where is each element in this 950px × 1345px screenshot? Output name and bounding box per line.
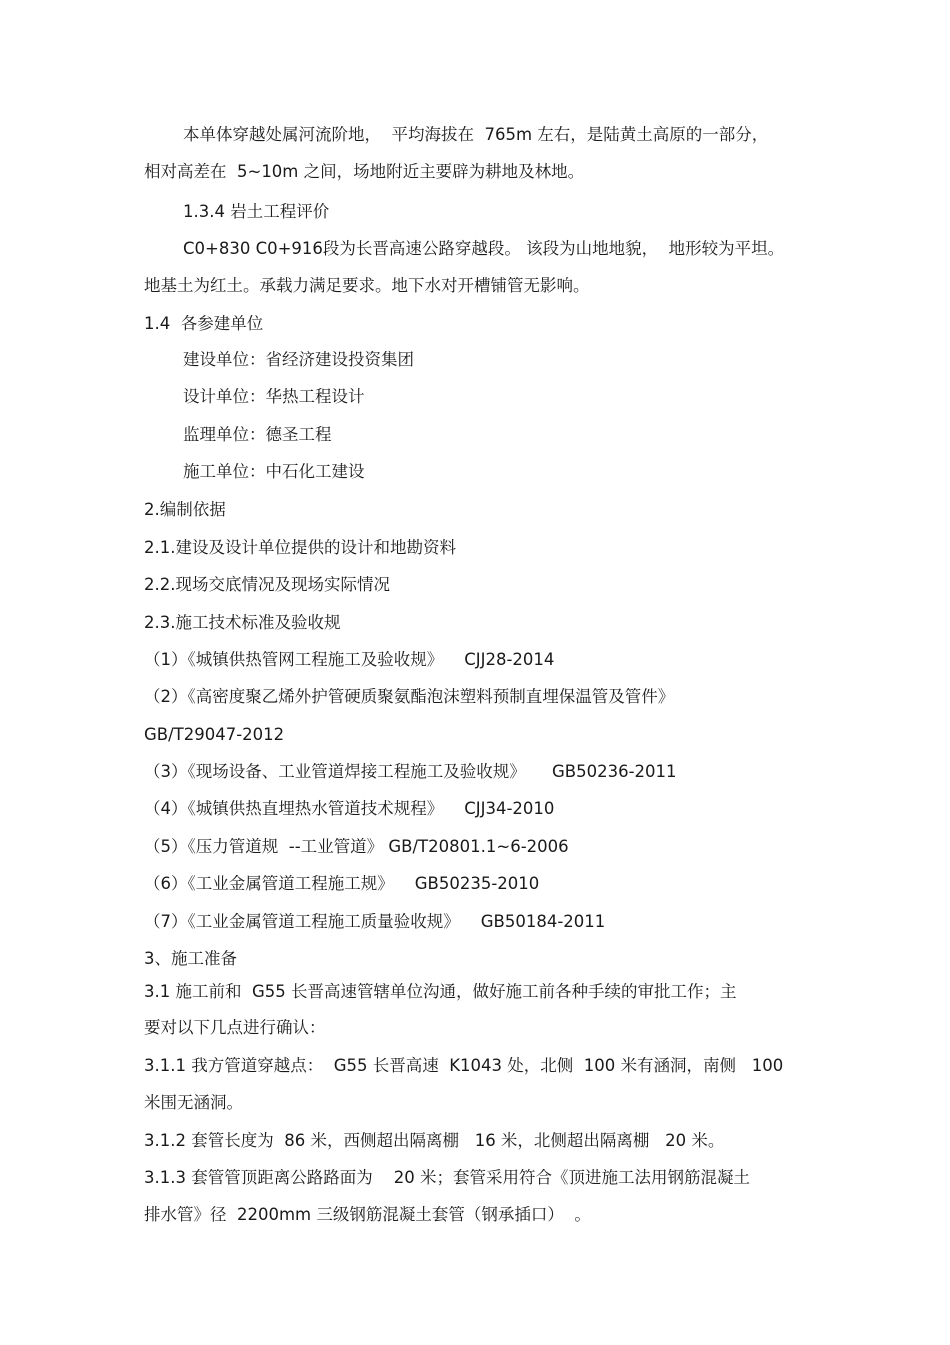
list-item: 2.3.施工技术标准及验收规 xyxy=(144,613,341,632)
paragraph-line: 排水管》径 2200mm 三级钢筋混凝土套管（钢承插口） 。 xyxy=(144,1205,591,1224)
list-item: （5）《压力管道规 --工业管道》 GB/T20801.1~6-2006 xyxy=(144,837,569,856)
list-item: 2.2.现场交底情况及现场实际情况 xyxy=(144,575,390,594)
list-item: （4）《城镇供热直埋热水管道技术规程》 CJJ34-2010 xyxy=(144,799,555,818)
list-item: GB/T29047-2012 xyxy=(144,725,285,744)
paragraph-line: 地基土为红土。承载力满足要求。地下水对开槽铺管无影响。 xyxy=(144,276,590,295)
list-item: 建设单位：省经济建设投资集团 xyxy=(183,350,414,369)
paragraph-line: 3.1 施工前和 G55 长晋高速管辖单位沟通，做好施工前各种手续的审批工作；主 xyxy=(144,982,737,1001)
paragraph-line: 相对高差在 5~10m 之间，场地附近主要辟为耕地及林地。 xyxy=(144,162,585,181)
paragraph-line: 米围无涵洞。 xyxy=(144,1093,243,1112)
paragraph-line: 本单体穿越处属河流阶地， 平均海拔在 765m 左右，是陆黄土高原的一部分， xyxy=(183,125,769,144)
list-item: （6）《工业金属管道工程施工规》 GB50235-2010 xyxy=(144,874,540,893)
paragraph-line: 3.1.2 套管长度为 86 米，西侧超出隔离棚 16 米，北侧超出隔离棚 20 米。 xyxy=(144,1131,725,1150)
paragraph-line: C0+830 C0+916段为长晋高速公路穿越段。 该段为山地地貌， 地形较为平坦。 xyxy=(183,239,785,258)
list-item: （1）《城镇供热管网工程施工及验收规》 CJJ28-2014 xyxy=(144,650,555,669)
list-item: 监理单位：德圣工程 xyxy=(183,425,332,444)
list-item: （7）《工业金属管道工程施工质量验收规》 GB50184-2011 xyxy=(144,912,606,931)
paragraph-line: 要对以下几点进行确认： xyxy=(144,1018,326,1037)
list-item: 2.1.建设及设计单位提供的设计和地勘资料 xyxy=(144,538,456,557)
section-heading: 1.3.4 岩土工程评价 xyxy=(183,202,330,221)
section-heading: 3、施工准备 xyxy=(144,949,237,968)
list-item: 施工单位：中石化工建设 xyxy=(183,462,365,481)
list-item: （3）《现场设备、工业管道焊接工程施工及验收规》 GB50236-2011 xyxy=(144,762,677,781)
section-heading: 1.4 各参建单位 xyxy=(144,314,264,333)
paragraph-line: 3.1.3 套管管顶距离公路路面为 20 米；套管采用符合《顶进施工法用钢筋混凝土 xyxy=(144,1168,750,1187)
paragraph-line: 3.1.1 我方管道穿越点： G55 长晋高速 K1043 处，北侧 100 米有涵洞，南侧 100 xyxy=(144,1056,784,1075)
list-item: （2）《高密度聚乙烯外护管硬质聚氨酯泡沫塑料预制直埋保温管及管件》 xyxy=(144,687,675,706)
list-item: 设计单位：华热工程设计 xyxy=(183,387,365,406)
section-heading: 2.编制依据 xyxy=(144,500,226,519)
